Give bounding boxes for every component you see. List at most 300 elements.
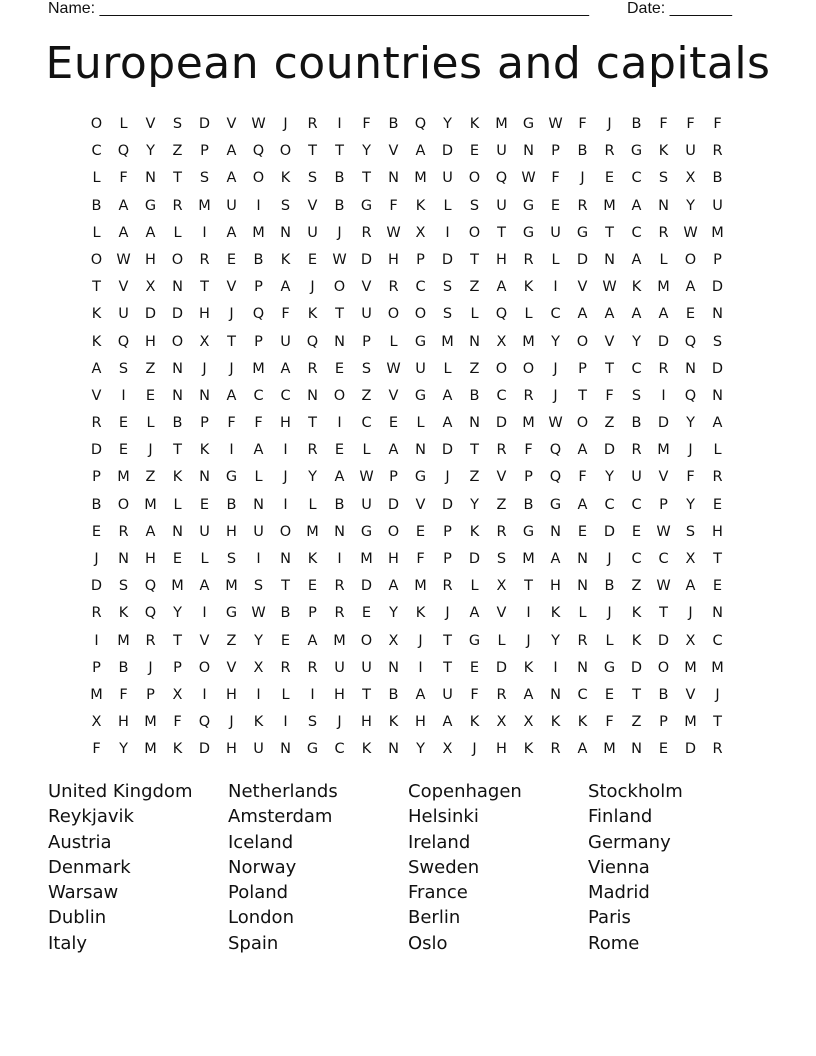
grid-letter: I (202, 686, 207, 703)
grid-letter: B (577, 143, 588, 160)
grid-letter: I (310, 686, 315, 703)
grid-letter: E (145, 387, 156, 404)
grid-letter: L (308, 496, 317, 513)
grid-letter: P (443, 523, 452, 540)
grid-letter: D (576, 251, 589, 268)
grid-letter: N (550, 686, 561, 703)
grid-letter: O (468, 224, 481, 241)
grid-letter: G (522, 197, 535, 214)
grid-letter: G (360, 197, 373, 214)
grid-letter: Q (252, 143, 265, 160)
grid-letter: K (91, 306, 102, 323)
grid-letter: V (658, 469, 669, 486)
grid-letter: P (443, 551, 452, 567)
grid-letter: F (659, 116, 668, 132)
grid-letter: C (604, 496, 615, 513)
grid-letter: B (658, 686, 669, 703)
grid-letter: W (548, 415, 563, 432)
grid-letter: A (604, 306, 615, 323)
grid-letter: B (388, 686, 399, 703)
grid-letter: F (578, 116, 587, 132)
grid-letter: T (173, 442, 182, 459)
grid-letter: J (202, 360, 207, 377)
grid-letter: J (580, 170, 585, 187)
grid-letter: D (603, 523, 616, 540)
grid-letter: E (280, 632, 291, 649)
grid-letter: N (334, 523, 345, 540)
grid-letter: F (524, 442, 533, 459)
grid-letter: J (283, 116, 288, 132)
grid-letter: J (229, 306, 234, 323)
grid-letter: A (496, 279, 507, 296)
word-list-item: Austria (48, 831, 112, 853)
grid-letter: Y (416, 741, 425, 758)
grid-letter: E (118, 415, 129, 432)
word-list-item: Italy (48, 932, 88, 954)
grid-letter: V (91, 387, 102, 404)
grid-letter: Q (117, 333, 130, 350)
grid-letter: X (496, 578, 507, 595)
grid-letter: O (684, 251, 697, 268)
grid-letter: N (307, 387, 318, 404)
grid-letter: D (495, 659, 508, 676)
grid-letter: M (684, 714, 697, 731)
grid-letter: R (577, 197, 588, 214)
grid-letter: Z (361, 387, 372, 404)
grid-letter: K (550, 714, 561, 731)
grid-letter: E (199, 496, 210, 513)
grid-letter: Z (496, 496, 507, 513)
grid-letter: S (685, 523, 696, 540)
word-list-item: Reykjavik (48, 806, 134, 828)
grid-letter: O (495, 360, 508, 377)
grid-letter: Y (470, 496, 479, 513)
grid-letter: R (307, 360, 318, 377)
grid-letter: H (361, 714, 372, 731)
word-list-item: Dublin (48, 907, 107, 929)
grid-letter: P (713, 251, 722, 268)
grid-letter: T (659, 605, 668, 622)
grid-letter: F (389, 197, 398, 214)
grid-letter: P (92, 659, 101, 676)
grid-letter: J (472, 741, 477, 758)
grid-letter: J (553, 387, 558, 404)
grid-letter: C (631, 360, 642, 377)
grid-letter: L (173, 224, 182, 241)
grid-letter: K (658, 143, 669, 160)
grid-letter: A (631, 306, 642, 323)
grid-letter: A (685, 279, 696, 296)
grid-letter: E (334, 442, 345, 459)
grid-letter: W (332, 251, 347, 268)
grid-letter: P (200, 143, 209, 160)
grid-letter: N (712, 387, 723, 404)
grid-letter: B (604, 578, 615, 595)
grid-letter: N (685, 360, 696, 377)
grid-letter: L (524, 306, 533, 323)
grid-letter: N (577, 659, 588, 676)
word-list-item: France (408, 882, 468, 904)
grid-letter: Z (631, 578, 642, 595)
grid-letter: S (361, 360, 372, 377)
grid-letter: N (631, 741, 642, 758)
grid-letter: K (577, 714, 588, 731)
grid-letter: Z (172, 143, 183, 160)
grid-letter: R (145, 632, 156, 649)
grid-letter: A (307, 632, 318, 649)
grid-letter: A (226, 170, 237, 187)
grid-letter: U (361, 496, 372, 513)
grid-letter: Z (469, 469, 480, 486)
date-field-label: Date: _______ (627, 0, 732, 17)
grid-letter: D (711, 360, 724, 377)
grid-letter: B (280, 605, 291, 622)
grid-letter: N (172, 360, 183, 377)
word-list-item: Berlin (408, 907, 461, 929)
grid-letter: I (229, 442, 234, 459)
worksheet-header (48, 0, 768, 20)
grid-letter: B (334, 197, 345, 214)
grid-letter: M (171, 578, 184, 595)
grid-letter: X (199, 333, 210, 350)
grid-letter: O (576, 415, 589, 432)
grid-letter: O (522, 360, 535, 377)
grid-letter: G (225, 605, 238, 622)
grid-letter: M (252, 224, 265, 241)
page-title: European countries and capitals (45, 38, 771, 89)
grid-letter: T (713, 551, 722, 567)
grid-letter: L (254, 469, 263, 486)
grid-letter: A (442, 415, 453, 432)
grid-letter: J (148, 659, 153, 676)
word-list-item: Oslo (408, 932, 448, 954)
grid-letter: E (469, 143, 480, 160)
grid-letter: L (659, 251, 668, 268)
grid-letter: H (145, 333, 156, 350)
grid-letter: S (307, 714, 318, 731)
grid-letter: D (171, 306, 184, 323)
grid-letter: U (253, 523, 264, 540)
grid-letter: A (118, 224, 129, 241)
grid-letter: D (441, 496, 454, 513)
grid-letter: V (604, 333, 615, 350)
grid-letter: T (308, 143, 317, 160)
grid-letter: S (280, 197, 291, 214)
grid-letter: A (280, 279, 291, 296)
grid-letter: K (280, 170, 291, 187)
grid-letter: R (496, 686, 507, 703)
grid-letter: O (279, 143, 292, 160)
grid-letter: M (360, 551, 373, 567)
grid-letter: A (226, 224, 237, 241)
grid-letter: O (387, 306, 400, 323)
grid-letter: P (308, 605, 317, 622)
grid-letter: M (711, 659, 724, 676)
grid-letter: D (711, 279, 724, 296)
grid-letter: Y (686, 415, 695, 432)
grid-letter: K (172, 469, 183, 486)
grid-letter: H (199, 306, 210, 323)
grid-letter: T (173, 632, 182, 649)
word-list-item: Helsinki (408, 806, 479, 828)
grid-letter: E (712, 578, 723, 595)
grid-letter: D (90, 442, 103, 459)
grid-letter: G (414, 387, 427, 404)
grid-letter: G (522, 116, 535, 132)
grid-letter: U (496, 143, 507, 160)
grid-letter: T (605, 360, 614, 377)
grid-letter: Q (117, 143, 130, 160)
grid-letter: D (630, 659, 643, 676)
grid-letter: J (688, 605, 693, 622)
grid-letter: N (172, 279, 183, 296)
grid-letter: K (91, 333, 102, 350)
grid-letter: E (415, 523, 426, 540)
word-list (48, 779, 768, 956)
grid-letter: I (256, 551, 261, 567)
grid-letter: K (199, 442, 210, 459)
grid-letter: P (659, 714, 668, 731)
grid-letter: J (283, 469, 288, 486)
grid-letter: M (495, 116, 508, 132)
grid-letter: O (468, 170, 481, 187)
grid-letter: O (171, 333, 184, 350)
grid-letter: L (497, 632, 506, 649)
grid-letter: V (415, 496, 426, 513)
grid-letter: O (414, 306, 427, 323)
grid-letter: G (306, 741, 319, 758)
grid-letter: G (522, 224, 535, 241)
grid-letter: U (361, 306, 372, 323)
grid-letter: P (173, 659, 182, 676)
grid-letter: I (661, 387, 666, 404)
grid-letter: Q (198, 714, 211, 731)
grid-letter: J (607, 605, 612, 622)
grid-letter: L (605, 632, 614, 649)
grid-letter: U (226, 197, 237, 214)
grid-letter: I (256, 686, 261, 703)
grid-letter: O (387, 523, 400, 540)
grid-letter: G (360, 523, 373, 540)
grid-letter: S (469, 197, 480, 214)
grid-letter: L (92, 170, 101, 187)
grid-letter: O (171, 251, 184, 268)
grid-letter: D (603, 442, 616, 459)
grid-letter: K (523, 741, 534, 758)
grid-letter: R (523, 251, 534, 268)
grid-letter: K (469, 714, 480, 731)
grid-letter: Q (495, 306, 508, 323)
grid-letter: D (441, 251, 454, 268)
grid-letter: A (550, 551, 561, 567)
grid-letter: I (337, 415, 342, 432)
grid-letter: H (145, 551, 156, 567)
grid-letter: A (253, 442, 264, 459)
grid-letter: K (172, 741, 183, 758)
grid-letter: A (280, 360, 291, 377)
grid-letter: T (632, 686, 641, 703)
grid-letter: R (712, 741, 723, 758)
grid-letter: J (607, 551, 612, 567)
grid-letter: R (361, 224, 372, 241)
grid-letter: L (281, 686, 290, 703)
grid-letter: C (334, 741, 345, 758)
grid-letter: U (253, 741, 264, 758)
grid-letter: Q (549, 442, 562, 459)
grid-letter: P (254, 333, 263, 350)
grid-letter: U (361, 659, 372, 676)
grid-letter: Y (389, 605, 398, 622)
grid-letter: Q (549, 469, 562, 486)
grid-letter: S (172, 116, 183, 132)
grid-letter: N (118, 551, 129, 567)
word-list-item: Spain (228, 932, 279, 954)
grid-letter: R (334, 578, 345, 595)
grid-letter: N (658, 197, 669, 214)
grid-letter: N (550, 523, 561, 540)
grid-letter: P (254, 279, 263, 296)
grid-letter: F (605, 387, 614, 404)
grid-letter: X (388, 632, 399, 649)
grid-letter: I (526, 605, 531, 622)
grid-letter: Q (252, 306, 265, 323)
grid-letter: A (469, 605, 480, 622)
grid-letter: I (337, 551, 342, 567)
grid-letter: K (631, 632, 642, 649)
grid-letter: C (577, 686, 588, 703)
grid-letter: F (173, 714, 182, 731)
grid-letter: L (92, 224, 101, 241)
grid-letter: U (550, 224, 561, 241)
grid-letter: W (656, 523, 671, 540)
grid-letter: P (578, 360, 587, 377)
grid-letter: M (117, 632, 130, 649)
grid-letter: Q (414, 116, 427, 132)
grid-letter: T (173, 170, 182, 187)
grid-letter: A (415, 686, 426, 703)
grid-letter: W (683, 224, 698, 241)
grid-letter: J (715, 686, 720, 703)
grid-letter: Q (495, 170, 508, 187)
word-list-item: London (228, 907, 294, 929)
grid-letter: V (199, 632, 210, 649)
name-field-label: Name: _______________________________________________________ (48, 0, 589, 17)
grid-letter: A (685, 578, 696, 595)
grid-letter: C (631, 224, 642, 241)
grid-letter: B (334, 170, 345, 187)
grid-letter: Q (144, 605, 157, 622)
grid-letter: M (144, 714, 157, 731)
grid-letter: R (712, 143, 723, 160)
grid-letter: H (226, 741, 237, 758)
grid-letter: V (496, 605, 507, 622)
grid-letter: B (631, 116, 642, 132)
grid-letter: X (91, 714, 102, 731)
grid-letter: E (550, 197, 561, 214)
grid-letter: T (443, 632, 452, 649)
grid-letter: H (388, 251, 399, 268)
grid-letter: V (577, 279, 588, 296)
grid-letter: V (307, 197, 318, 214)
grid-letter: S (253, 578, 264, 595)
grid-letter: M (117, 469, 130, 486)
grid-letter: N (712, 605, 723, 622)
grid-letter: N (523, 143, 534, 160)
grid-letter: X (685, 551, 696, 567)
grid-letter: P (362, 333, 371, 350)
grid-letter: I (418, 659, 423, 676)
grid-letter: V (145, 116, 156, 132)
grid-letter: U (118, 306, 129, 323)
grid-letter: N (280, 224, 291, 241)
grid-letter: U (685, 143, 696, 160)
grid-letter: L (362, 442, 371, 459)
grid-letter: N (712, 306, 723, 323)
grid-letter: Y (686, 496, 695, 513)
grid-letter: E (658, 741, 669, 758)
grid-letter: U (442, 686, 453, 703)
grid-letter: B (334, 496, 345, 513)
grid-letter: B (91, 496, 102, 513)
grid-letter: W (386, 360, 401, 377)
grid-letter: M (333, 632, 346, 649)
grid-letter: L (470, 306, 479, 323)
grid-letter: B (523, 496, 534, 513)
grid-letter: I (445, 224, 450, 241)
grid-letter: T (362, 170, 371, 187)
grid-letter: G (225, 469, 238, 486)
grid-letter: S (307, 170, 318, 187)
word-list-item: Warsaw (48, 882, 119, 904)
grid-letter: A (658, 306, 669, 323)
grid-letter: R (496, 523, 507, 540)
grid-letter: H (145, 251, 156, 268)
grid-letter: Y (632, 333, 641, 350)
grid-letter: M (522, 415, 535, 432)
grid-letter: M (144, 741, 157, 758)
grid-letter: E (91, 523, 102, 540)
word-list-item: Poland (228, 882, 289, 904)
grid-letter: R (658, 224, 669, 241)
grid-letter: N (172, 387, 183, 404)
grid-letter: T (200, 279, 209, 296)
grid-letter: S (496, 551, 507, 567)
grid-letter: R (442, 578, 453, 595)
grid-letter: I (283, 496, 288, 513)
grid-letter: K (469, 523, 480, 540)
grid-letter: E (172, 551, 183, 567)
grid-letter: L (551, 251, 560, 268)
grid-letter: G (576, 224, 589, 241)
word-list-item: Ireland (408, 831, 471, 853)
grid-letter: A (577, 442, 588, 459)
grid-letter: D (360, 251, 373, 268)
grid-letter: J (310, 279, 315, 296)
grid-letter: R (712, 469, 723, 486)
grid-letter: X (253, 659, 264, 676)
grid-letter: G (414, 333, 427, 350)
grid-letter: S (118, 578, 129, 595)
grid-letter: J (418, 632, 423, 649)
grid-letter: Y (308, 469, 317, 486)
grid-letter: U (712, 197, 723, 214)
grid-letter: Y (362, 143, 371, 160)
grid-letter: Y (119, 741, 128, 758)
grid-letter: D (198, 116, 211, 132)
grid-letter: H (496, 251, 507, 268)
grid-letter: X (685, 170, 696, 187)
grid-letter: F (119, 170, 128, 187)
